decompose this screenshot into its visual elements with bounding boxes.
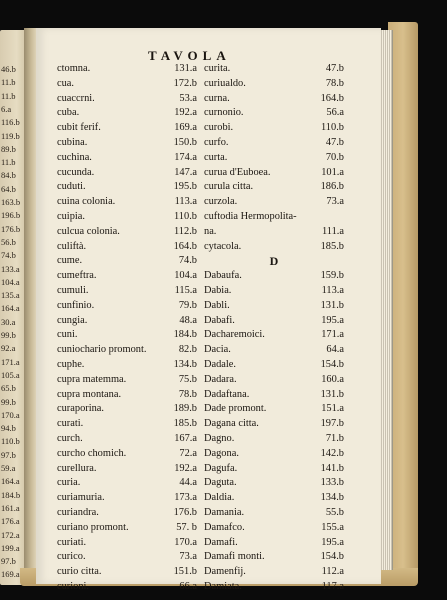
entry-name: cubina. (57, 136, 88, 148)
index-entry (204, 417, 344, 432)
index-entry (57, 210, 197, 225)
index-entry (204, 62, 344, 77)
index-entry (57, 269, 197, 284)
entry-name: cuba. (57, 107, 80, 119)
index-entry (57, 136, 197, 151)
entry-folio: 184.b (173, 329, 197, 341)
entry-name: cupra matemma. (57, 373, 127, 385)
entry-name: cua. (57, 77, 75, 89)
entry-name: Dadara. (204, 373, 237, 385)
entry-name: cuchina. (57, 151, 92, 163)
entry-folio: 48.a (179, 314, 197, 326)
entry-name: curiandra. (57, 506, 99, 518)
entry-folio: 75.b (178, 373, 197, 385)
entry-folio: 185.b (320, 240, 344, 252)
index-entry (57, 506, 197, 521)
entry-name: Dadaftana. (204, 388, 250, 400)
entry-name: curcho chomich. (57, 447, 127, 459)
index-entry (204, 343, 344, 358)
entry-folio: 159.b (320, 270, 344, 282)
entry-folio: 172.b (173, 77, 197, 89)
index-entry (57, 373, 197, 388)
entry-name: cunfinio. (57, 299, 95, 311)
entry-folio: 101.a (321, 166, 344, 178)
facing-page-folio: 92.a (1, 343, 16, 354)
index-entry (57, 240, 197, 255)
entry-folio: 167.a (174, 432, 197, 444)
entry-folio: 151.a (321, 403, 344, 415)
entry-folio: 134.b (173, 358, 197, 370)
entry-name: cucunda. (57, 166, 95, 178)
entry-name: curfo. (204, 136, 229, 148)
facing-page-folio: 89.b (1, 143, 16, 154)
index-entry (57, 121, 197, 136)
entry-folio: 147.a (174, 166, 197, 178)
index-entry (57, 92, 197, 107)
index-column-right (204, 62, 344, 595)
entry-folio: 154.b (320, 358, 344, 370)
entry-folio: 53.a (179, 92, 197, 104)
index-entry (204, 506, 344, 521)
facing-page-folio: 161.a (1, 502, 20, 513)
entry-name: Dabia. (204, 284, 232, 296)
entry-folio: 112.b (174, 225, 197, 237)
entry-folio: 44.a (179, 477, 197, 489)
entry-name: cuphe. (57, 358, 85, 370)
entry-folio: 155.a (321, 521, 344, 533)
entry-folio: 150.b (173, 136, 197, 148)
index-entry (204, 358, 344, 373)
entry-folio: 73.a (326, 196, 344, 208)
entry-name: cuipia. (57, 210, 85, 222)
entry-name: Damenfij. (204, 566, 246, 578)
entry-name: curia. (57, 477, 81, 489)
entry-name: Dacharemoici. (204, 329, 265, 341)
entry-folio: 111.a (321, 225, 344, 237)
facing-page-folio: 116.b (1, 117, 20, 128)
entry-folio: 133.b (320, 477, 344, 489)
entry-name: Daguta. (204, 477, 237, 489)
entry-name: curico. (57, 551, 86, 563)
entry-name: Dabli. (204, 299, 230, 311)
index-column-left (57, 62, 197, 595)
facing-page-folio: 169.a (1, 569, 20, 580)
entry-name: curch. (57, 432, 83, 444)
index-entry (204, 284, 344, 299)
entry-folio: 192.a (174, 462, 197, 474)
entry-folio: 78.b (325, 77, 344, 89)
facing-page-folio: 172.a (1, 529, 20, 540)
entry-folio: 195.b (173, 181, 197, 193)
index-entry (57, 388, 197, 403)
facing-page-folio: 164.a (1, 476, 20, 487)
facing-page-folio: 6.a (1, 103, 12, 114)
index-entry (57, 328, 197, 343)
index-entry (57, 225, 197, 240)
entry-folio: 186.b (320, 181, 344, 193)
index-entry (204, 462, 344, 477)
entry-name: Damafi monti. (204, 551, 265, 563)
index-entry (57, 77, 197, 92)
entry-folio: 79.b (178, 299, 197, 311)
entry-folio: 185.b (173, 418, 197, 430)
entry-folio: 47.b (325, 63, 344, 74)
index-entry (57, 432, 197, 447)
facing-page-folio: 97.b (1, 449, 16, 460)
facing-page-folio: 56.b (1, 236, 16, 247)
facing-page-folio: 11.b (1, 157, 16, 168)
entry-folio: 174.a (174, 151, 197, 163)
entry-folio: 176.b (173, 506, 197, 518)
entry-folio: 82.b (178, 344, 197, 356)
entry-folio: 171.a (321, 329, 344, 341)
facing-page-folio: 105.a (1, 369, 20, 380)
index-entry (204, 195, 344, 210)
entry-name: cumeftra. (57, 270, 97, 282)
index-entry (57, 62, 197, 77)
index-entry (204, 180, 344, 195)
entry-name: curnonio. (204, 107, 244, 119)
index-entry (57, 550, 197, 565)
entry-folio: 56.a (326, 107, 344, 119)
entry-name: curula citta. (204, 181, 254, 193)
facing-page-folio: 99.b (1, 396, 16, 407)
entry-name: curiati. (57, 536, 87, 548)
index-entry (57, 358, 197, 373)
index-entry (204, 432, 344, 447)
entry-name: curna. (204, 92, 230, 104)
entry-name: Dabafi. (204, 314, 235, 326)
facing-page-folio: 184.b (1, 489, 21, 500)
entry-name: culiftà. (57, 240, 87, 252)
facing-page-folio: 74.b (1, 250, 16, 261)
index-entry (204, 491, 344, 506)
index-entry (204, 550, 344, 565)
entry-folio: 142.b (320, 447, 344, 459)
index-entry (204, 299, 344, 314)
entry-name: curati. (57, 418, 84, 430)
entry-name: curita. (204, 63, 231, 74)
index-entry (204, 92, 344, 107)
entry-name: Damania. (204, 506, 245, 518)
entry-folio: 141.b (320, 462, 344, 474)
entry-folio: 64.a (326, 344, 344, 356)
entry-name: Dacia. (204, 344, 231, 356)
facing-page-folio: 176.a (1, 516, 20, 527)
entry-folio: 164.b (320, 92, 344, 104)
facing-page-folio: 64.b (1, 183, 16, 194)
entry-folio: 74.b (178, 255, 197, 267)
entry-folio: 195.a (321, 536, 344, 548)
facing-page-folio: 30.a (1, 316, 16, 327)
entry-name: curio citta. (57, 566, 102, 578)
entry-name: curzola. (204, 196, 238, 208)
index-entry (57, 180, 197, 195)
index-entry (204, 314, 344, 329)
entry-name: curobi. (204, 122, 234, 134)
entry-name: cuniochario promont. (57, 344, 147, 356)
index-entry (204, 373, 344, 388)
entry-folio: 57. b (176, 521, 197, 533)
entry-name: Dadale. (204, 358, 237, 370)
entry-folio: 169.a (174, 122, 197, 134)
entry-name: cytacola. (204, 240, 242, 252)
entry-folio: 115.a (174, 284, 197, 296)
entry-folio: 110.b (174, 210, 197, 222)
index-entry (57, 402, 197, 417)
facing-page-folio: 65.b (1, 383, 16, 394)
index-entry (57, 476, 197, 491)
index-entry (204, 210, 344, 225)
facing-page-folio: 176.b (1, 223, 21, 234)
section-letter: D (269, 254, 279, 269)
index-entry (57, 536, 197, 551)
entry-name: Damiata. (204, 580, 242, 592)
entry-folio: 195.a (321, 314, 344, 326)
index-entry (204, 328, 344, 343)
facing-page-folio: 84.b (1, 170, 16, 181)
entry-folio: 160.a (321, 373, 344, 385)
index-entry (204, 106, 344, 121)
index-entry (57, 195, 197, 210)
index-entry (57, 166, 197, 181)
facing-page-folio: 196.b (1, 210, 21, 221)
entry-folio: 110.b (321, 122, 344, 134)
entry-folio: 151.b (173, 566, 197, 578)
entry-name: cuni. (57, 329, 78, 341)
entry-folio: 189.b (173, 403, 197, 415)
index-entry (204, 536, 344, 551)
entry-name: curta. (204, 151, 228, 163)
entry-name: Damafco. (204, 521, 245, 533)
facing-page-folio: 164.a (1, 303, 20, 314)
facing-page-folio: 59.a (1, 463, 16, 473)
facing-page-folio: 11.b (1, 77, 16, 88)
index-entry (57, 417, 197, 432)
index-entry (57, 491, 197, 506)
entry-name: curiamuria. (57, 492, 105, 504)
index-entry (57, 284, 197, 299)
entry-name: cuftodia Hermopolita- (204, 210, 297, 222)
entry-folio: 71.b (325, 432, 344, 444)
index-entry (57, 314, 197, 329)
entry-name: curiano promont. (57, 521, 129, 533)
index-entry (204, 565, 344, 580)
entry-name: cumuli. (57, 284, 89, 296)
entry-name: culcua colonia. (57, 225, 120, 237)
entry-name: cuduti. (57, 181, 86, 193)
entry-folio: 73.a (179, 551, 197, 563)
index-entry (204, 240, 344, 255)
entry-name: cuina colonia. (57, 196, 116, 208)
entry-folio: 55.b (325, 506, 344, 518)
entry-folio: 173.a (174, 492, 197, 504)
entry-folio: 112.a (321, 566, 344, 578)
entry-name: curiualdo. (204, 77, 246, 89)
entry-folio: 131.a (174, 63, 197, 74)
index-entry (204, 166, 344, 181)
entry-folio: 66.a (179, 580, 197, 592)
entry-folio: 170.a (174, 536, 197, 548)
index-entry (57, 151, 197, 166)
index-entry (204, 521, 344, 536)
entry-name: Dagana citta. (204, 418, 259, 430)
entry-folio: 134.b (320, 492, 344, 504)
facing-page-folio: 171.a (1, 356, 20, 367)
entry-name: cume. (57, 255, 83, 267)
entry-name: cungia. (57, 314, 88, 326)
index-entry (204, 388, 344, 403)
facing-page-folio: 104.a (1, 276, 20, 287)
entry-name: curellura. (57, 462, 97, 474)
entry-folio: 47.b (325, 136, 344, 148)
facing-page-folio: 163.b (1, 197, 21, 207)
entry-name: Damafi. (204, 536, 238, 548)
facing-page-folio: 46.b (1, 64, 16, 74)
entry-folio: 131.b (320, 299, 344, 311)
entry-folio: 117.a (321, 580, 344, 592)
index-entry (204, 402, 344, 417)
entry-name: ctomna. (57, 63, 91, 74)
entry-folio: 131.b (320, 388, 344, 400)
entry-folio: 197.b (320, 418, 344, 430)
index-entry (57, 521, 197, 536)
facing-page-folio: 135.a (1, 290, 20, 301)
index-entry (57, 447, 197, 462)
entry-name: cuaccrni. (57, 92, 95, 104)
index-entry (204, 269, 344, 284)
facing-page-folio: 170.a (1, 409, 20, 420)
facing-page-folio: 119.b (1, 130, 20, 141)
index-entry (204, 136, 344, 151)
facing-page-folio: 199.a (1, 542, 20, 553)
entry-name: Dagno. (204, 432, 235, 444)
index-entry (57, 343, 197, 358)
entry-name: Dabaufa. (204, 270, 242, 282)
index-entry (204, 580, 344, 595)
entry-folio: 78.b (178, 388, 197, 400)
facing-page-folio: 94.b (1, 423, 16, 434)
entry-folio: 104.a (174, 270, 197, 282)
entry-folio: 113.a (321, 284, 344, 296)
index-entry (204, 447, 344, 462)
entry-folio: 192.a (174, 107, 197, 119)
index-entry (204, 151, 344, 166)
entry-name: Dade promont. (204, 403, 267, 415)
entry-name: curioni. (57, 580, 90, 592)
facing-page-folio: 133.a (1, 263, 20, 274)
entry-folio: 113.a (174, 196, 197, 208)
index-entry (57, 462, 197, 477)
index-entry (57, 565, 197, 580)
facing-page-folio: 97.b (1, 556, 16, 567)
page-title: TAVOLA (148, 48, 231, 63)
entry-name: curaporina. (57, 403, 105, 415)
index-entry (204, 225, 344, 240)
index-entry (57, 580, 197, 595)
facing-page-folio: 110.b (1, 436, 20, 447)
entry-folio: 164.b (173, 240, 197, 252)
entry-folio: 154.b (320, 551, 344, 563)
index-entry (57, 106, 197, 121)
entry-name: cupra montana. (57, 388, 122, 400)
entry-name: cubit ferif. (57, 122, 101, 134)
facing-page-folio: 99.b (1, 330, 16, 340)
entry-name: na. (204, 225, 217, 237)
entry-name: Daldia. (204, 492, 235, 504)
index-entry (57, 254, 197, 269)
index-entry (204, 476, 344, 491)
entry-name: Dagufa. (204, 462, 238, 474)
entry-name: Dagona. (204, 447, 239, 459)
index-entry (57, 299, 197, 314)
entry-name: curua d'Euboea. (204, 166, 271, 178)
facing-page-folio: 11.b (1, 90, 16, 101)
entry-folio: 70.b (325, 151, 344, 163)
index-entry (204, 77, 344, 92)
index-entry (204, 121, 344, 136)
entry-folio: 72.a (179, 447, 197, 459)
